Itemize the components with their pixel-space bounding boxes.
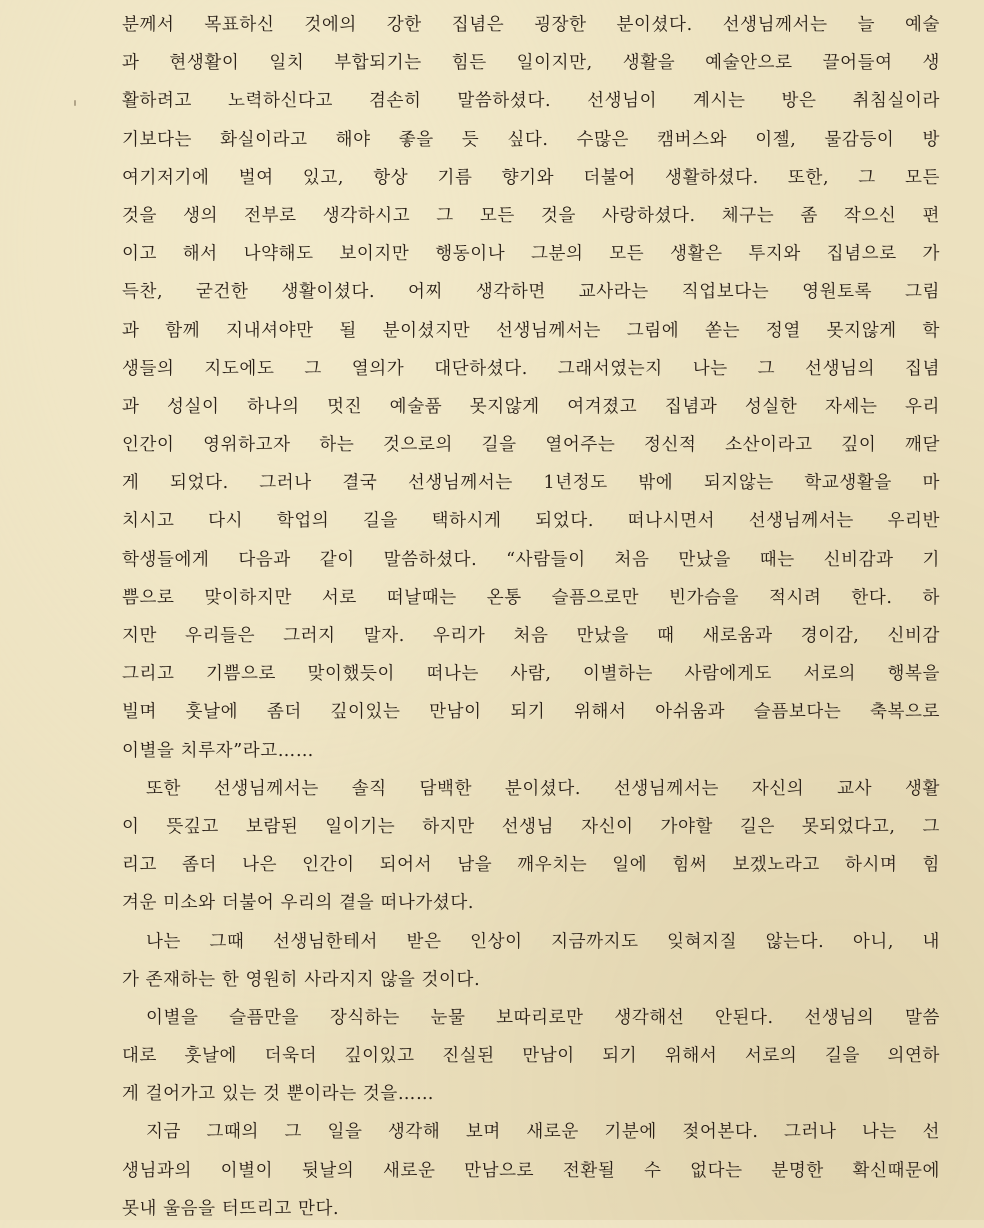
text-line: 리고 좀더 나은 인간이 되어서 남을 깨우치는 일에 힘써 보겠노라고 하시며 힘 — [122, 855, 940, 876]
text-line: 과 현생활이 일치 부합되기는 힘든 일이지만, 생활을 예술안으로 끌어들여 생 — [122, 53, 940, 74]
essay-body — [122, 6, 940, 1228]
text-line: 그리고 기쁨으로 맞이했듯이 떠나는 사람, 이별하는 사람에게도 서로의 행복을 — [122, 664, 940, 685]
text-line: 쁨으로 맞이하지만 서로 떠날때는 온통 슬픔으로만 빈가슴을 적시려 한다. 하 — [122, 587, 940, 608]
text-line: 이별을 치루자”라고…… — [122, 740, 314, 761]
text-line: 이 뜻깊고 보람된 일이기는 하지만 선생님 자신이 가야할 길은 못되었다고, 그 — [122, 816, 940, 837]
text-line: 게 걸어가고 있는 것 뿐이라는 것을…… — [122, 1084, 435, 1105]
text-line: 생님과의 이별이 뒷날의 새로운 만남으로 전환될 수 없다는 분명한 확신때문에 — [122, 1160, 940, 1181]
text-line: 지만 우리들은 그러지 말자. 우리가 처음 만났을 때 새로움과 경이감, 신비감 — [122, 626, 940, 646]
text-line: 빌며 훗날에 좀더 깊이있는 만남이 되기 위해서 아쉬움과 슬픔보다는 축복으로 — [122, 702, 940, 723]
text-line: 이별을 슬픔만을 장식하는 눈물 보따리로만 생각해선 안된다. 선생님의 말씀 — [146, 1007, 940, 1028]
text-line: 생들의 지도에도 그 열의가 대단하셨다. 그래서였는지 나는 그 선생님의 집념 — [122, 358, 940, 379]
text-line: 분께서 목표하신 것에의 강한 집념은 굉장한 분이셨다. 선생님께서는 늘 예술 — [122, 15, 940, 35]
text-line: 게 되었다. 그러나 결국 선생님께서는 1년정도 밖에 되지않는 학교생활을 마 — [122, 473, 940, 494]
text-line: 활하려고 노력하신다고 겸손히 말씀하셨다. 선생님이 계시는 방은 취침실이라 — [122, 91, 940, 112]
text-line: 득찬, 굳건한 생활이셨다. 어찌 생각하면 교사라는 직업보다는 영원토록 그림 — [122, 282, 940, 303]
text-line: 지금 그때의 그 일을 생각해 보며 새로운 기분에 젖어본다. 그러나 나는 선 — [146, 1122, 940, 1143]
text-line: 못내 울음을 터뜨리고 만다. — [122, 1198, 340, 1219]
text-line: 치시고 다시 학업의 길을 택하시게 되었다. 떠나시면서 선생님께서는 우리반 — [122, 511, 940, 532]
text-line: 가 존재하는 한 영원히 사라지지 않을 것이다. — [122, 969, 481, 990]
text-line: 여기저기에 벌여 있고, 항상 기름 향기와 더불어 생활하셨다. 또한, 그 모든 — [122, 167, 940, 188]
text-line: 이고 해서 나약해도 보이지만 행동이나 그분의 모든 생활은 투지와 집념으로 가 — [122, 244, 940, 265]
text-line: 기보다는 화실이라고 해야 좋을 듯 싶다. 수많은 캠버스와 이젤, 물감등이 방 — [122, 129, 940, 150]
text-line: 과 함께 지내셔야만 될 분이셨지만 선생님께서는 그림에 쏟는 정열 못지않게 학 — [122, 320, 940, 341]
text-line: 것을 생의 전부로 생각하시고 그 모든 것을 사랑하셨다. 체구는 좀 작으신 편 — [122, 205, 940, 226]
text-line: 과 성실이 하나의 멋진 예술품 못지않게 여겨졌고 집념과 성실한 자세는 우리 — [122, 396, 940, 417]
text-line: 또한 선생님께서는 솔직 담백한 분이셨다. 선생님께서는 자신의 교사 생활 — [146, 778, 940, 799]
paper-speck — [74, 100, 76, 106]
text-line: 겨운 미소와 더불어 우리의 곁을 떠나가셨다. — [122, 893, 475, 914]
text-line: 인간이 영위하고자 하는 것으로의 길을 열어주는 정신적 소산이라고 깊이 깨닫 — [122, 435, 940, 456]
text-line: 학생들에게 다음과 같이 말씀하셨다. “사람들이 처음 만났을 때는 신비감과 기 — [122, 549, 940, 570]
text-line: 나는 그때 선생님한테서 받은 인상이 지금까지도 잊혀지질 않는다. 아니, 내 — [146, 931, 940, 952]
text-line: 대로 훗날에 더욱더 깊이있고 진실된 만남이 되기 위해서 서로의 길을 의연하 — [122, 1046, 940, 1067]
